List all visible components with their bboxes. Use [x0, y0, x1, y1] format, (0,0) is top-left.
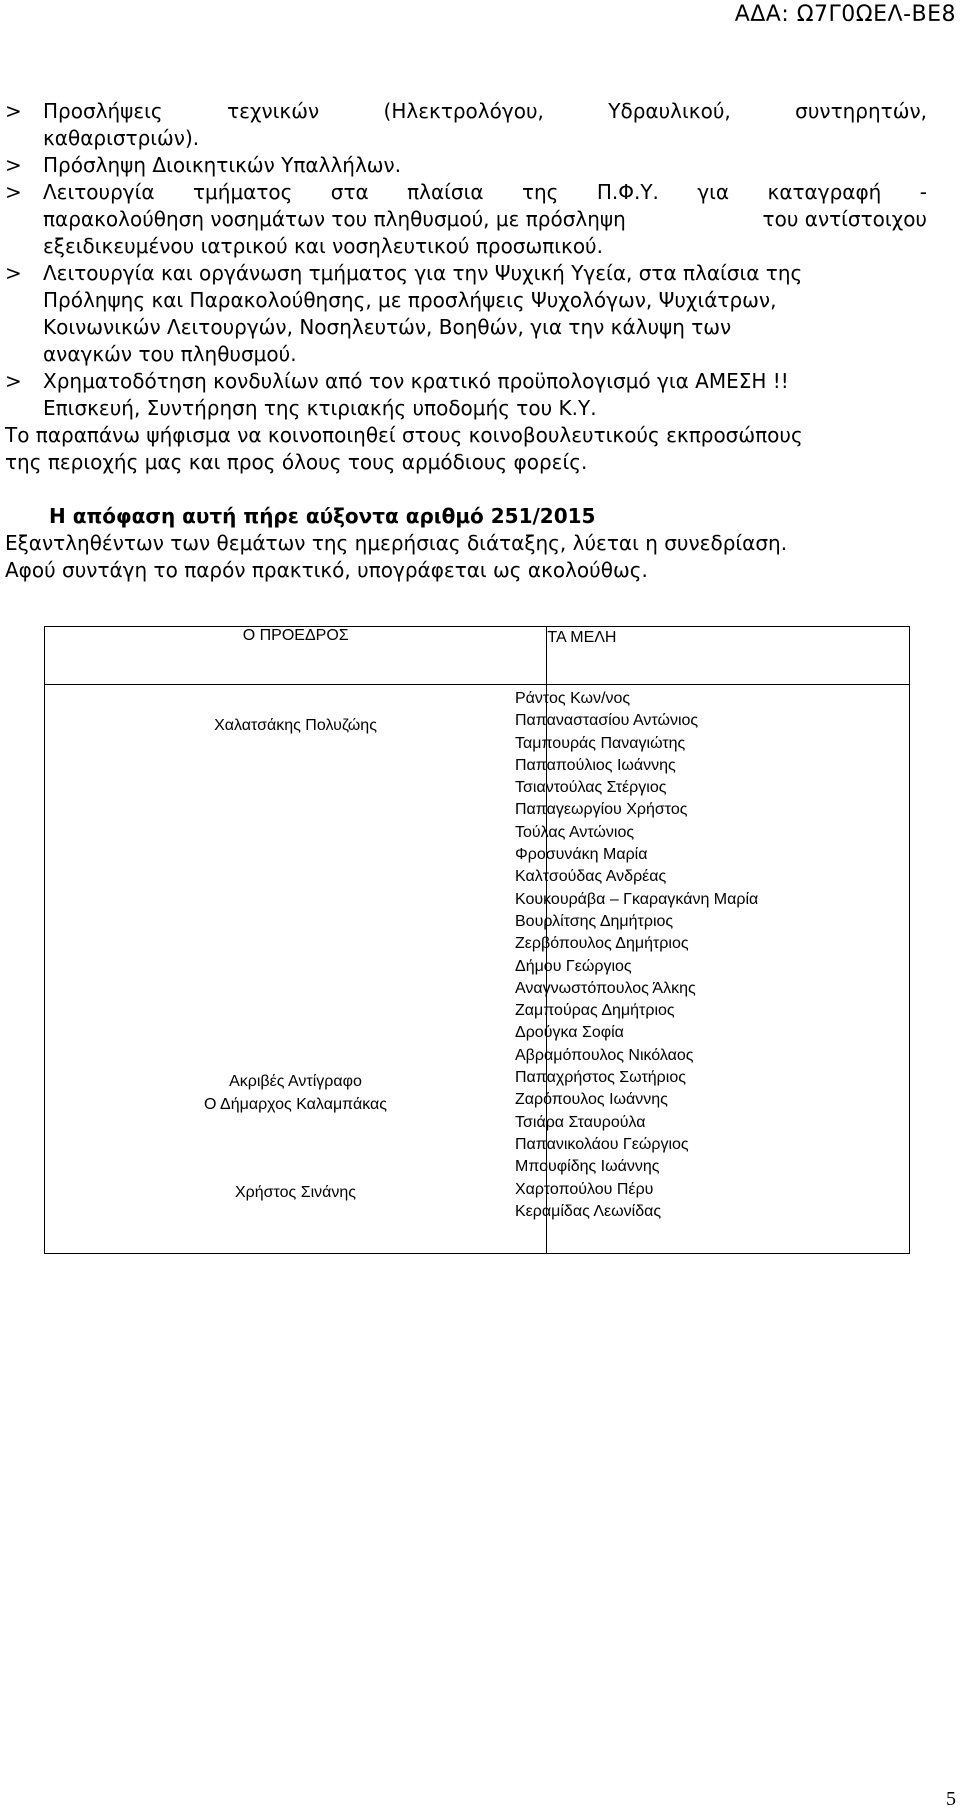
members-list: [515, 688, 758, 1223]
member-name: Δήμου Γεώργιος: [515, 957, 632, 975]
item-3-line-1: > Λειτουργία τμήματος στα πλαίσια της Π.Φ.Υ. για καταγραφή -: [5, 180, 927, 204]
member-name: Ζαρόπουλος Ιωάννης: [515, 1091, 668, 1109]
closing-line-4: Αφού συντάγη το παρόν πρακτικό, υπογράφεται ως ακολούθως.: [5, 558, 648, 582]
resolution-body: [5, 98, 927, 584]
bullet-marker: >: [5, 153, 22, 177]
item-3-line-3: εξειδικευμένου ιατρικού και νοσηλευτικού προσωπικού.: [43, 234, 603, 258]
item-1-line-1: > Προσλήψεις τεχνικών (Ηλεκτρολόγου, Υδραυλικού, συντηρητών,: [5, 99, 927, 123]
page-number: 5: [946, 1788, 956, 1810]
item-5-line-2: Επισκευή, Συντήρηση της κτιριακής υποδομής του Κ.Υ.: [43, 396, 597, 420]
item-3-line-2: παρακολούθηση νοσημάτων του πληθυσμού, με πρόσληψη του αντίστοιχου: [43, 207, 927, 231]
item-4-line-2: Πρόληψης και Παρακολούθησης, με προσλήψεις Ψυχολόγων, Ψυχιάτρων,: [43, 288, 777, 312]
member-name: Ζερβόπουλος Δημήτριος: [515, 935, 689, 953]
bullet-marker: >: [5, 261, 22, 285]
member-name: Τσιαντούλας Στέργιος: [515, 779, 667, 797]
bullet-marker: >: [5, 180, 22, 204]
copy-label: Ακριβές Αντίγραφο: [229, 1073, 362, 1090]
mayor-name: Χρήστος Σινάνης: [235, 1184, 356, 1201]
member-name: Μπουφίδης Ιωάννης: [515, 1158, 660, 1176]
member-name: Αβραμόπουλος Νικόλαος: [515, 1046, 694, 1064]
member-name: Τούλας Αντώνιος: [515, 823, 635, 841]
member-name: Αναγνωστόπουλος Άλκης: [515, 979, 696, 997]
president-header: Ο ΠΡΟΕΔΡΟΣ: [45, 627, 547, 685]
member-name: Παπαπούλιος Ιωάννης: [515, 756, 676, 774]
member-name: Παπαχρήστος Σωτήριος: [515, 1069, 686, 1087]
item-2: > Πρόσληψη Διοικητικών Υπαλλήλων.: [5, 153, 402, 177]
member-name: Τσιάρα Σταυρούλα: [515, 1113, 646, 1131]
member-name: Φροσυνάκη Μαρία: [515, 846, 648, 864]
ada-code: ΑΔΑ: Ω7Γ0ΩΕΛ-ΒΕ8: [734, 2, 956, 27]
member-name: Κεραμίδας Λεωνίδας: [515, 1202, 662, 1220]
closing-line-2: της περιοχής μας και προς όλους τους αρμόδιους φορείς.: [5, 450, 588, 474]
member-name: Ζαμπούρας Δημήτριος: [515, 1002, 675, 1020]
member-name: Ράντος Κων/νος: [515, 690, 631, 707]
closing-line-3: Εξαντληθέντων των θεμάτων της ημερήσιας διάταξης, λύεται η συνεδρίαση.: [5, 531, 788, 555]
item-4-line-1: > Λειτουργία και οργάνωση τμήματος για την Ψυχική Υγεία, στα πλαίσια της: [5, 261, 803, 285]
member-name: Βουρλίτσης Δημήτριος: [515, 912, 674, 930]
member-name: Δρούγκα Σοφία: [515, 1024, 624, 1042]
president-cell: [45, 685, 547, 1254]
member-name: Καλτσούδας Ανδρέας: [515, 868, 667, 886]
members-header: ΤΑ ΜΕΛΗ: [547, 627, 910, 685]
member-name: Παπανικολάου Γεώργιος: [515, 1135, 689, 1153]
bullet-marker: >: [5, 369, 22, 393]
item-4-line-4: αναγκών του πληθυσμού.: [43, 342, 297, 366]
closing-line-1: Το παραπάνω ψήφισμα να κοινοποιηθεί στους κοινοβουλευτικούς εκπροσώπους: [5, 423, 803, 447]
item-4-line-3: Κοινωνικών Λειτουργών, Νοσηλευτών, Βοηθών, για την κάλυψη των: [43, 315, 732, 339]
decision-number: Η απόφαση αυτή πήρε αύξοντα αριθμό 251/2015: [49, 504, 596, 528]
member-name: Παπαναστασίου Αντώνιος: [515, 712, 699, 730]
president-name: Χαλατσάκης Πολυζώης: [214, 717, 377, 734]
mayor-label: Ο Δήμαρχος Καλαμπάκας: [204, 1096, 387, 1113]
member-name: Παπαγεωργίου Χρήστος: [515, 801, 688, 819]
member-name: Κουκουράβα – Γκαραγκάνη Μαρία: [515, 890, 759, 908]
member-name: Ταμπουράς Παναγιώτης: [515, 734, 686, 752]
item-1-line-2: καθαριστριών).: [43, 126, 200, 150]
bullet-marker: >: [5, 99, 22, 123]
member-name: Χαρτοπούλου Πέρυ: [515, 1180, 654, 1198]
item-5-line-1: > Χρηματοδότηση κονδυλίων από τον κρατικό προϋπολογισμό για ΑΜΕΣΗ !!: [5, 369, 789, 393]
